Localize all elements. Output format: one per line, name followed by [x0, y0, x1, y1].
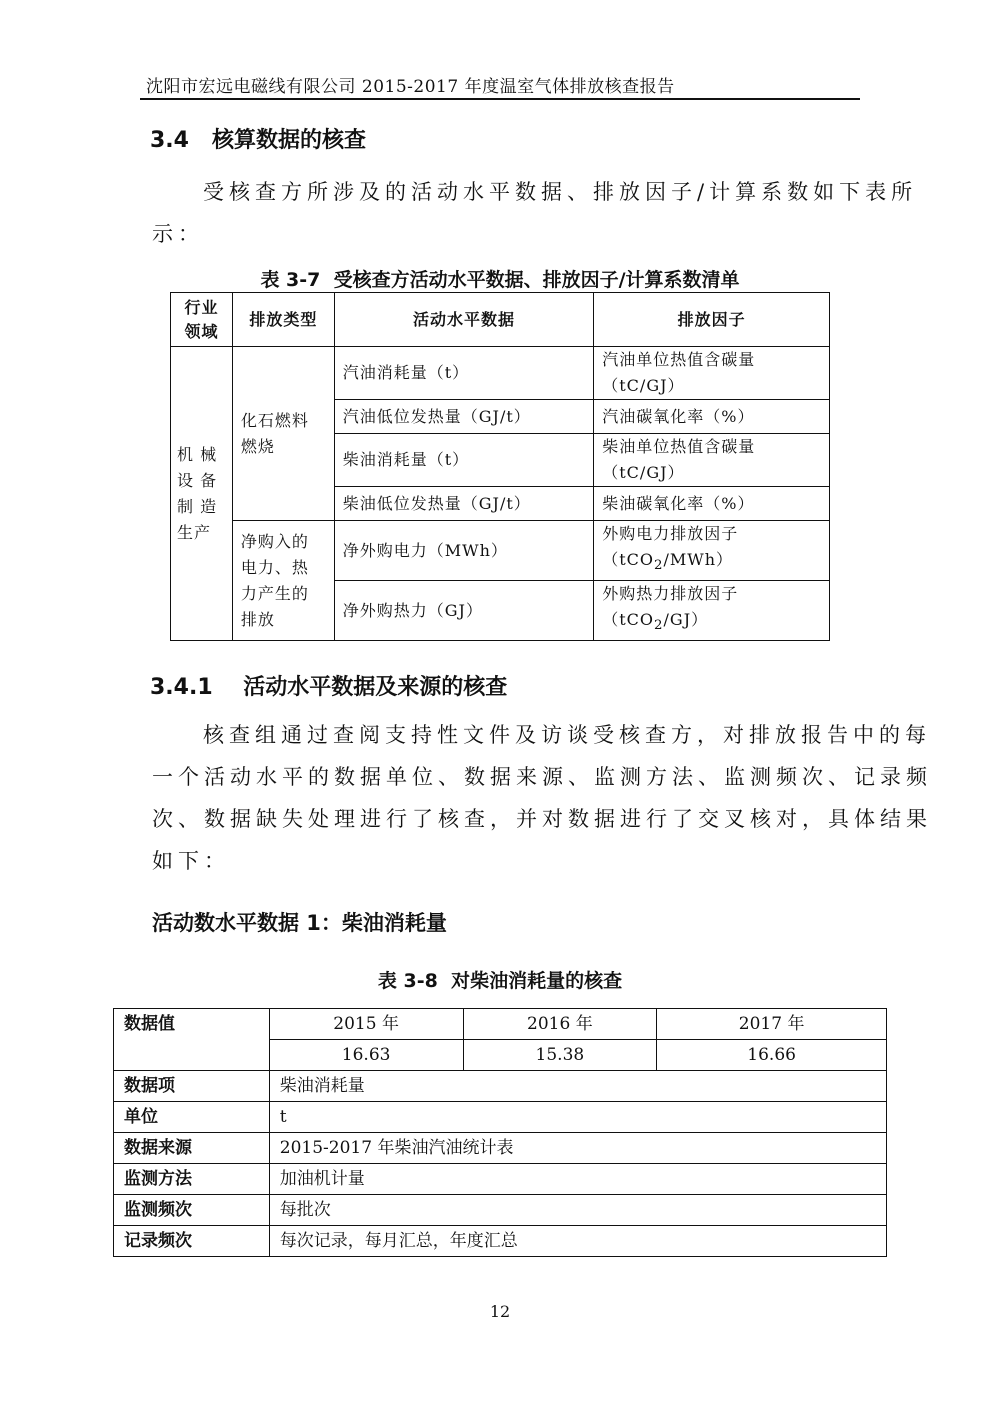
row-value: t: [269, 1102, 886, 1133]
page-header: 沈阳市宏远电磁线有限公司 2015-2017 年度温室气体排放核查报告: [146, 77, 675, 97]
header-rule: [140, 98, 860, 100]
activity-cell: 净外购电力（MWh）: [334, 521, 594, 581]
activity-cell: 汽油低位发热量（GJ/t）: [334, 400, 594, 434]
section-heading-3-4-1: 3.4.1 活动水平数据及来源的核查: [150, 675, 508, 700]
table-3-8: [113, 1008, 887, 1257]
row-value: 每批次: [269, 1195, 886, 1226]
data-value-label: 数据值: [114, 1009, 270, 1071]
table-row: [114, 1071, 887, 1102]
factor-text: （tCO: [602, 550, 655, 570]
activity-cell: 柴油消耗量（t）: [334, 434, 594, 487]
row-value: 柴油消耗量: [269, 1071, 886, 1102]
factor-cell: 柴油单位热值含碳量（tC/GJ）: [594, 434, 830, 487]
factor-cell: [594, 581, 830, 641]
activity-data-subheading: 活动数水平数据 1：柴油消耗量: [152, 911, 447, 935]
value-cell: 15.38: [463, 1040, 657, 1071]
table-row: [114, 1009, 887, 1040]
row-label: 单位: [114, 1102, 270, 1133]
type-purchased-cell: 净购入的电力、热力产生的排放: [232, 521, 334, 641]
factor-subscript: 2: [654, 618, 664, 634]
header-industry: 行业领域: [171, 293, 233, 347]
table-3-7-caption: 表 3-7 受核查方活动水平数据、排放因子/计算系数清单: [260, 269, 740, 291]
intro-paragraph-line-2: 示：: [152, 222, 204, 246]
verification-paragraph-line-3: 次、数据缺失处理进行了核查，并对数据进行了交叉核对，具体结果: [152, 807, 932, 831]
table-header-row: [171, 293, 830, 347]
verification-paragraph-line-2: 一个活动水平的数据单位、数据来源、监测方法、监测频次、记录频: [152, 765, 932, 789]
row-label: 监测频次: [114, 1195, 270, 1226]
factor-text: 外购热力排放因子（tCO: [602, 584, 739, 630]
header-emission-factor: 排放因子: [594, 293, 830, 347]
activity-cell: 净外购热力（GJ）: [334, 581, 594, 641]
year-cell: 2017 年: [657, 1009, 887, 1040]
factor-text: 外购电力排放因子: [602, 524, 739, 544]
page-number: 12: [489, 1302, 511, 1321]
verification-paragraph-line-1: 核查组通过查阅支持性文件及访谈受核查方，对排放报告中的每: [203, 723, 931, 747]
factor-text: /MWh）: [663, 550, 734, 570]
activity-cell: 汽油消耗量（t）: [334, 347, 594, 400]
activity-cell: 柴油低位发热量（GJ/t）: [334, 487, 594, 521]
table-row: [114, 1226, 887, 1257]
industry-cell: 机 械 设 备 制 造 生产: [171, 347, 233, 641]
factor-cell: [594, 521, 830, 581]
year-cell: 2015 年: [269, 1009, 463, 1040]
row-value: 2015-2017 年柴油汽油统计表: [269, 1133, 886, 1164]
row-label: 监测方法: [114, 1164, 270, 1195]
factor-cell: 柴油碳氧化率（%）: [594, 487, 830, 521]
factor-cell: 汽油单位热值含碳量（tC/GJ）: [594, 347, 830, 400]
verification-paragraph-line-4: 如下：: [152, 849, 230, 873]
row-value: 每次记录，每月汇总，年度汇总: [269, 1226, 886, 1257]
section-heading-3-4: 3.4 核算数据的核查: [150, 128, 366, 153]
table-3-8-caption: 表 3-8 对柴油消耗量的核查: [377, 970, 623, 992]
year-cell: 2016 年: [463, 1009, 657, 1040]
factor-cell: 汽油碳氧化率（%）: [594, 400, 830, 434]
table-3-7: [170, 292, 830, 641]
row-value: 加油机计量: [269, 1164, 886, 1195]
factor-subscript: 2: [654, 558, 664, 574]
table-row: [114, 1195, 887, 1226]
row-label: 记录频次: [114, 1226, 270, 1257]
value-cell: 16.66: [657, 1040, 887, 1071]
factor-text: /GJ）: [663, 610, 709, 630]
table-row: [114, 1102, 887, 1133]
header-emission-type: 排放类型: [232, 293, 334, 347]
table-row: [171, 347, 830, 400]
table-row: [114, 1164, 887, 1195]
row-label: 数据项: [114, 1071, 270, 1102]
value-cell: 16.63: [269, 1040, 463, 1071]
header-activity-data: 活动水平数据: [334, 293, 594, 347]
intro-paragraph-line-1: 受核查方所涉及的活动水平数据、排放因子/计算系数如下表所: [203, 180, 918, 204]
table-row: [114, 1133, 887, 1164]
type-fossil-cell: 化石燃料燃烧: [232, 347, 334, 521]
row-label: 数据来源: [114, 1133, 270, 1164]
table-row: [171, 521, 830, 581]
